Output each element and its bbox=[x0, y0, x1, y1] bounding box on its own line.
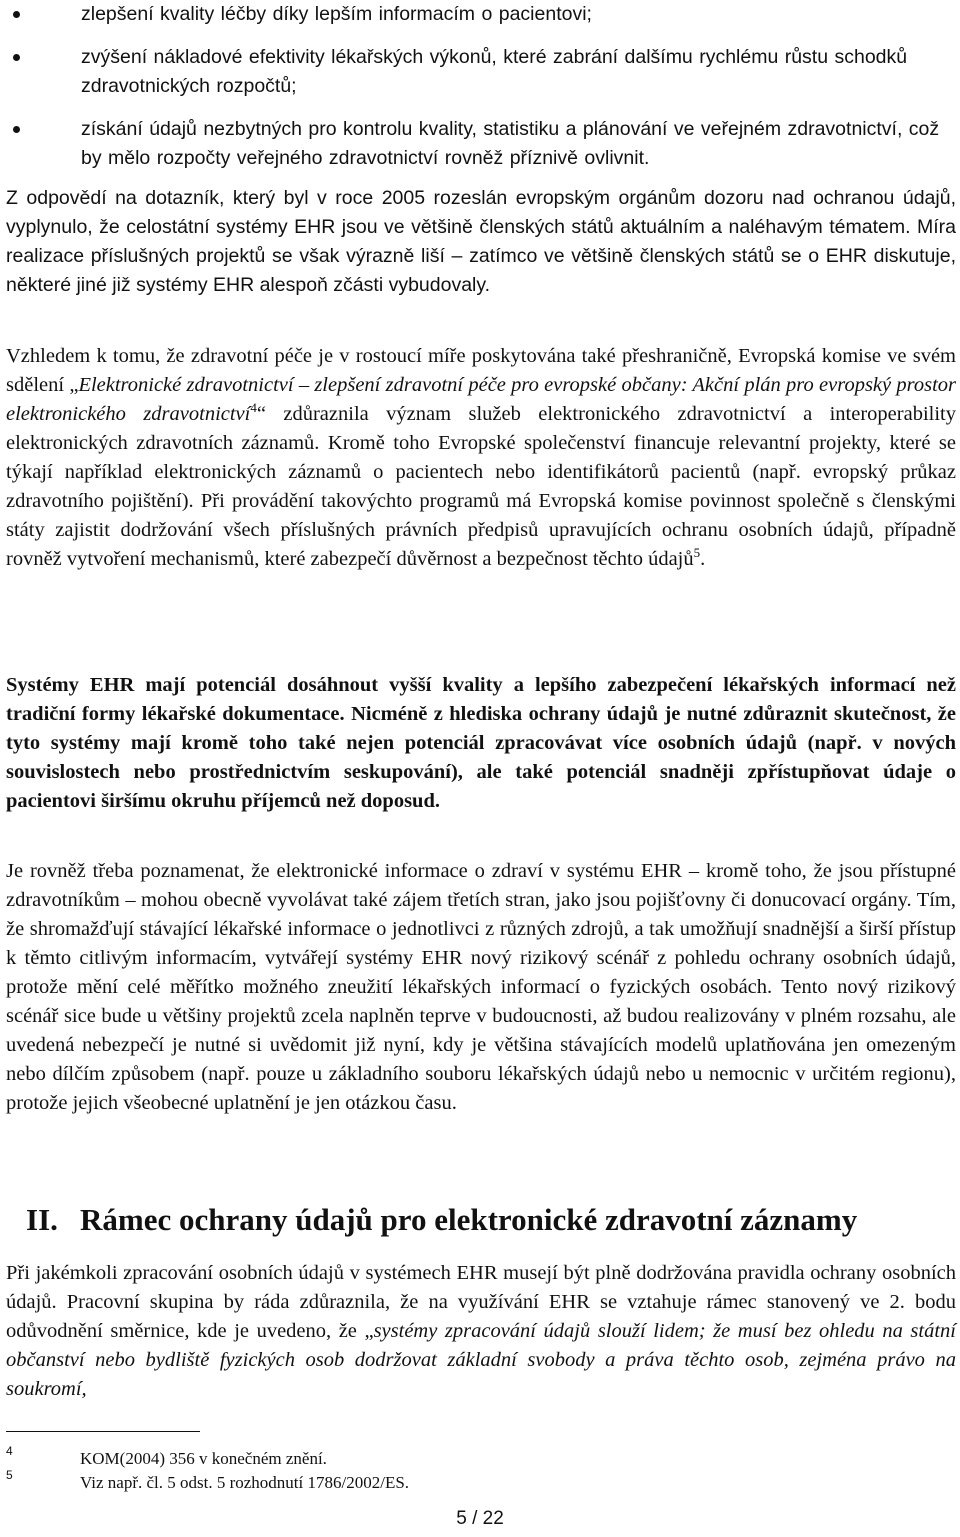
bold-emphasis-paragraph: Systémy EHR mají potenciál dosáhnout vyšší kvality a lepšího zabezpečení lékařských informací než tradiční formy lékařské dokumentace. Nicméně z hlediska ochrany údajů je nutné zdůraznit skutečnost, že tyto systémy mají kromě toho také nejen potenciál zpracovávat více osobních údajů (např. v nových souvislostech nebo prostřednictvím seskupování), ale také potenciál snadněji zpřístupňovat údaje o pacientovi širšímu okruhu příjemců než doposud. bbox=[6, 674, 956, 812]
bullet-dot bbox=[13, 126, 20, 133]
risk-paragraph: Je rovněž třeba poznamenat, že elektronické informace o zdraví v systému EHR – kromě toho, že jsou přístupné zdravotníkům – mohou obecně vyvolávat také zájem třetích stran, jako jsou pojišťovny či donucovací orgány. Tím, že shromažďují stávající lékařské informace o jednotlivci z různých zdrojů, a tak umožňují snadnější a širší přístup k těmto citlivým informacím, vytvářejí systémy EHR nový rizikový scénář z pohledu ochrany osobních údajů, protože mění celé měřítko možného zneužití lékařských informací o fyzických osobách. Tento nový rizikový scénář sice bude u většiny projektů zcela naplněn teprve v budoucnosti, až budou realizovány v plném rozsahu, ale uvedená nebezpečí je nutné si uvědomit již nyní, kdy je většina stávajících modelů uplatňována jen omezeným nebo dílčím způsobem (např. pouze u základního souboru lékařských údajů nebo u nemocnic v určitém regionu), protože jejich všeobecné uplatnění je jen otázkou času. bbox=[6, 860, 956, 1114]
commission-paragraph bbox=[6, 342, 956, 574]
bullet-dot bbox=[13, 54, 20, 61]
commission-text-2: “ zdůraznila význam služeb elektronického zdravotnictví a interoperability elektronických zdravotních záznamů. Kromě toho Evropské společenství financuje relevantní projekty, které se týkají například elektronických záznamů o pacientech nebo identifikátorů pacientů (např. evropský průkaz zdravotního pojištění). Při provádění takovýchto programů má Evropská komise povinnost společně s členskými státy zajistit dodržování všech příslušných právních předpisů upravujících ochranu osobních údajů, případně rovněž vytvoření mechanismů, které zabezpečí důvěrnost a bezpečnost těchto údajů bbox=[6, 403, 956, 570]
bullet-item bbox=[81, 43, 955, 101]
footnote-mark: 5 bbox=[6, 1468, 13, 1482]
directive-quote: systémy zpracování údajů slouží lidem; že musí bez ohledu na státní občanství nebo bydliště fyzických osob dodržovat základní svobody a práva těchto osob, zejména právo na soukromí, bbox=[6, 1320, 956, 1400]
bullet-text: zvýšení nákladové efektivity lékařských výkonů, které zabrání dalšímu rychlému růstu schodků zdravotnických rozpočtů; bbox=[81, 46, 908, 97]
bullet-text: získání údajů nezbytných pro kontrolu kvality, statistiku a plánování ve veřejném zdravotnictví, což by mělo rozpočty veřejného zdravotnictví rovněž příznivě ovlivnit. bbox=[81, 118, 940, 169]
footnote-mark: 4 bbox=[6, 1444, 13, 1458]
survey-paragraph: Z odpovědí na dotazník, který byl v roce 2005 rozeslán evropským orgánům dozoru nad ochranou údajů, vyplynulo, že celostátní systémy EHR jsou ve většině členských států aktuálním a naléhavým tématem. Míra realizace příslušných projektů se však výrazně liší – zatímco ve většině členských států se o EHR diskutuje, některé jiné již systémy EHR alespoň zčásti vybudovaly. bbox=[6, 187, 956, 296]
page-number: 5 / 22 bbox=[456, 1508, 504, 1529]
framework-paragraph bbox=[6, 1259, 956, 1404]
section-number: II. bbox=[26, 1202, 58, 1237]
framework-text: Při jakémkoli zpracování osobních údajů v systémech EHR musejí být plně dodržována pravidla ochrany osobních údajů. Pracovní skupina by ráda zdůraznila, že na využívání EHR se vztahuje rámec stanovený ve 2. bodu odůvodnění směrnice, kde je uvedeno, že „ bbox=[6, 1262, 956, 1342]
footnote-ref-5: 5 bbox=[693, 545, 701, 561]
commission-text-3: . bbox=[700, 548, 706, 570]
section-heading bbox=[26, 1200, 857, 1240]
action-plan-title: Elektronické zdravotnictví – zlepšení zdravotní péče pro evropské občany: Akční plán pro evropský prostor elektronického zdravotnictví bbox=[6, 374, 957, 425]
section-title: Rámec ochrany údajů pro elektronické zdravotní záznamy bbox=[80, 1202, 858, 1237]
footnote-text: Viz např. čl. 5 odst. 5 rozhodnutí 1786/2002/ES. bbox=[80, 1473, 410, 1492]
footnote-text: KOM(2004) 356 v konečném znění. bbox=[80, 1449, 327, 1468]
footnote-separator bbox=[6, 1431, 200, 1432]
commission-text-1: Vzhledem k tomu, že zdravotní péče je v rostoucí míře poskytována také přeshraničně, Evropská komise ve svém sdělení „ bbox=[6, 345, 956, 396]
bullet-item bbox=[81, 0, 955, 29]
bullet-item bbox=[81, 115, 955, 173]
bullet-text: zlepšení kvality léčby díky lepším informacím o pacientovi; bbox=[81, 3, 592, 25]
bullet-dot bbox=[13, 11, 20, 18]
footnote-ref-4: 4 bbox=[250, 400, 257, 416]
